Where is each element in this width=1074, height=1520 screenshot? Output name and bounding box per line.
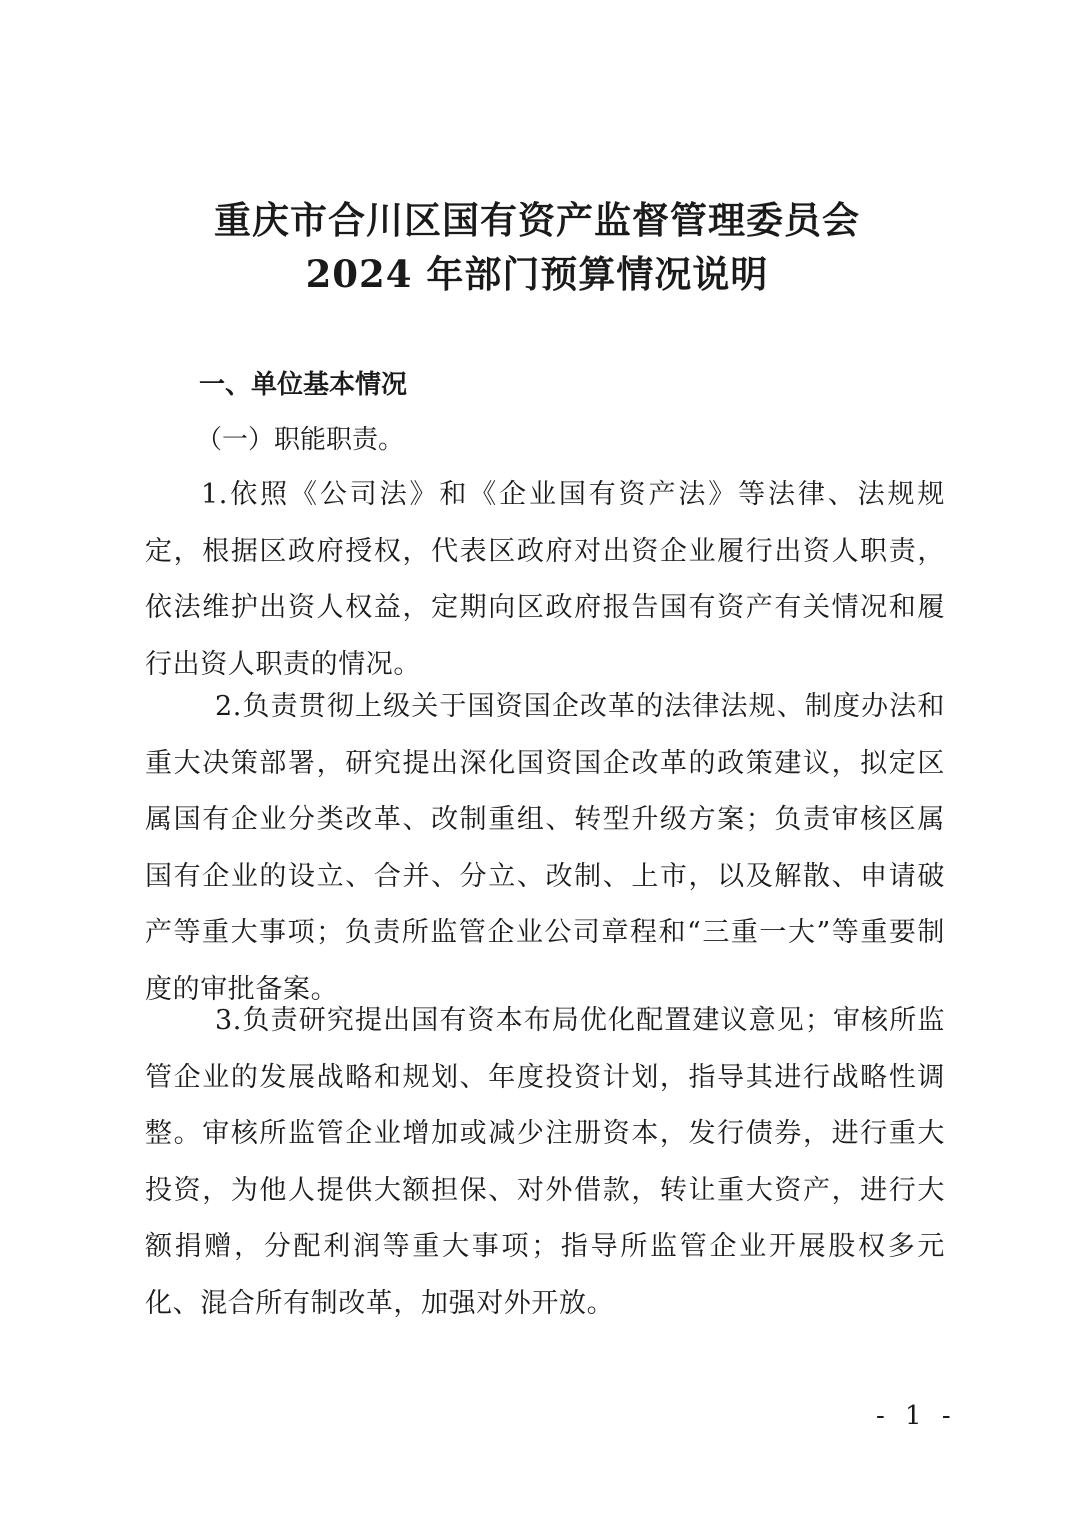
paragraph-3: 3.负责研究提出国有资本布局优化配置建议意见；审核所监管企业的发展战略和规划、年度投资计划，指导其进行战略性调整。审核所监管企业增加或减少注册资本，发行债券，进行重大投资，为他人提供大额担保、对外借款，转让重大资产，进行大额捐赠，分配利润等重大事项；指导所监管企业开展股权多元化、混合所有制改革，加强对外开放。 <box>145 1005 945 1319</box>
paragraph-2: 2.负责贯彻上级关于国资国企改革的法律法规、制度办法和重大决策部署，研究提出深化国资国企改革的政策建议，拟定区属国有企业分类改革、改制重组、转型升级方案；负责审核区属国有企业的设立、合并、分立、改制、上市，以及解散、申请破产等重大事项；负责所监管企业公司章程和“三重一大”等重要制度的审批备案。 <box>145 691 945 1005</box>
subsection-heading: （一）职能职责。 <box>196 425 405 455</box>
document-title-line1: 重庆市合川区国有资产监督管理委员会 <box>214 198 860 242</box>
document-title-line2: 2024 年部门预算情况说明 <box>305 252 769 296</box>
paragraph-1: 1.依照《公司法》和《企业国有资产法》等法律、法规规定，根据区政府授权，代表区政府对出资企业履行出资人职责，依法维护出资人权益，定期向区政府报告国有资产有关情况和履行出资人职责的情况。 <box>145 479 945 680</box>
section-heading: 一、单位基本情况 <box>199 370 408 400</box>
page-number: - 1 - <box>876 1401 957 1431</box>
